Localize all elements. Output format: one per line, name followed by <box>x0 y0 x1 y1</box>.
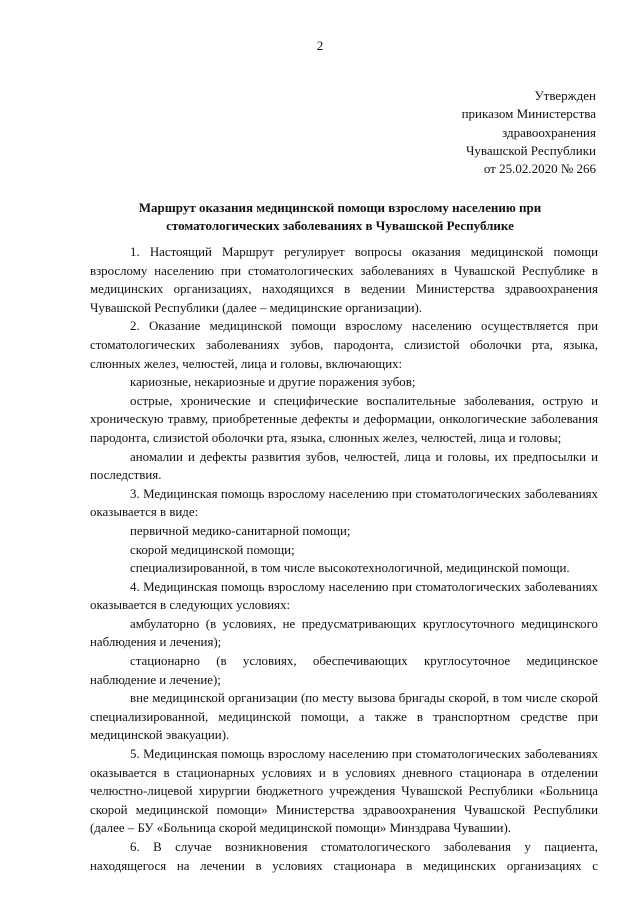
paragraph-4: 4. Медицинская помощь взрослому населению при стоматологических заболеваниях оказывается в следующих условиях: <box>90 579 598 613</box>
list-item: стационарно (в условиях, обеспечивающих круглосуточное медицинское наблюдение и лечение); <box>90 654 598 687</box>
approval-line: здравоохранения <box>502 124 596 140</box>
document-title <box>80 199 600 235</box>
document-body <box>90 243 598 875</box>
list-item: первичной медико-санитарной помощи; <box>130 523 351 538</box>
paragraph-5: 5. Медицинская помощь взрослому населению при стоматологических заболеваниях оказывается в стационарных условиях и в условиях дневного стационара в отделении челюстно-лицевой хирургии бюджетного учреждения Чувашской Республики «Больница скорой медицинской помощи» Министерства здравоохранения Чувашской Республики (далее – БУ «Больница скорой медицинской помощи» Минздрава Чувашии). <box>90 747 598 836</box>
approval-line: приказом Министерства <box>461 106 596 122</box>
paragraph-1: 1. Настоящий Маршрут регулирует вопросы оказания медицинской помощи взрослому населению при стоматологических заболеваниях в Чувашской Республике в медицинских организациях, находящихся в ведении Министерства здравоохранения Чувашской Республики (далее – медицинские организации). <box>90 245 598 315</box>
list-item: специализированной, в том числе высокотехнологичной, медицинской помощи. <box>130 561 570 576</box>
paragraph-2: 2. Оказание медицинской помощи взрослому населению осуществляется при стоматологических заболеваниях зубов, пародонта, слизистой оболочки рта, языка, слюнных желез, челюстей, лица и головы, включающих: <box>90 319 598 371</box>
approval-line: от 25.02.2020 № 266 <box>483 161 596 177</box>
title-line-2: стоматологических заболеваниях в Чувашской Республике <box>166 218 514 233</box>
list-item: острые, хронические и специфические воспалительные заболевания, острую и хроническую травму, приобретенные дефекты и деформации, онкологические заболевания пародонта, слизистой оболочки рта, языка, слюнных желез, челюстей, лица и головы; <box>90 393 598 445</box>
paragraph-3: 3. Медицинская помощь взрослому населению при стоматологических заболеваниях оказывается в виде: <box>90 486 598 520</box>
list-item: кариозные, некариозные и другие поражения зубов; <box>130 375 416 390</box>
title-line-1: Маршрут оказания медицинской помощи взрослому населению при <box>138 200 542 215</box>
approval-line: Чувашской Республики <box>465 142 596 158</box>
paragraph-6: 6. В случае возникновения стоматологического заболевания у пациента, находящегося на лечении в условиях стационара в медицинских организациях с <box>90 840 598 873</box>
list-item: вне медицинской организации (по месту вызова бригады скорой, в том числе скорой специализированной, медицинской помощи, а также в транспортном средстве при медицинской эвакуации). <box>90 691 598 743</box>
page-number: 2 <box>316 38 324 53</box>
list-item: аномалии и дефекты развития зубов, челюстей, лица и головы, их предпосылки и последствия. <box>90 449 598 483</box>
approval-line: Утвержден <box>534 88 596 103</box>
list-item: амбулаторно (в условиях, не предусматривающих круглосуточного медицинского наблюдения и лечения); <box>90 616 598 650</box>
approval-block <box>462 87 596 178</box>
list-item: скорой медицинской помощи; <box>130 542 295 557</box>
